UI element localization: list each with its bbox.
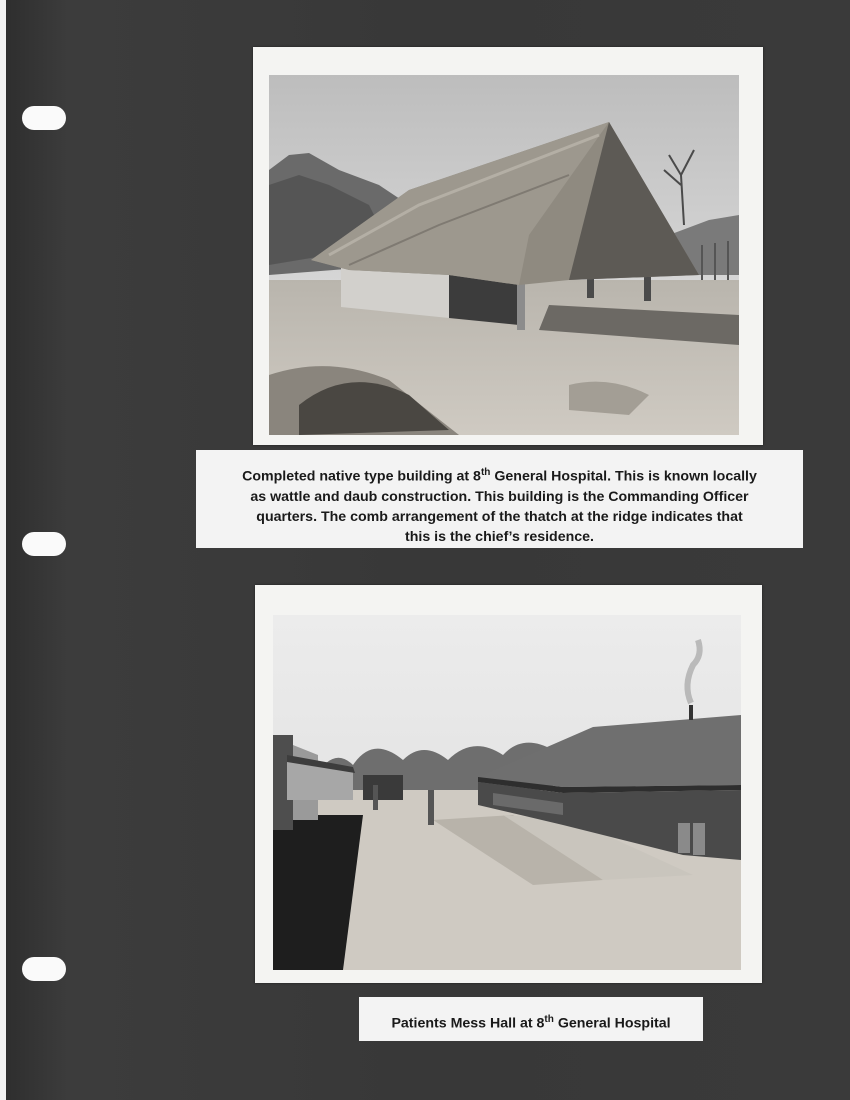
binder-hole-middle: [22, 532, 66, 556]
mess-hall-image: [273, 615, 741, 970]
photo-frame-mess-hall: [255, 585, 762, 983]
photo-thatched-building: [269, 75, 739, 435]
caption-line-1: Completed native type building at 8th General Hospital. This is known locally: [242, 467, 757, 485]
caption-line-1: Patients Mess Hall at 8th General Hospital: [391, 1014, 671, 1032]
caption-mess-hall: [359, 997, 703, 1041]
photo-mess-hall: [273, 615, 741, 970]
binder-hole-bottom: [22, 957, 66, 981]
caption-line-3: quarters. The comb arrangement of the thatch at the ridge indicates that: [256, 508, 743, 525]
caption-thatched-building: [196, 450, 803, 548]
page-edge: [0, 0, 6, 1100]
caption-line-2: as wattle and daub construction. This building is the Commanding Officer: [250, 488, 749, 505]
binder-hole-top: [22, 106, 66, 130]
caption-line-4: this is the chief’s residence.: [405, 528, 594, 545]
thatched-building-image: [269, 75, 739, 435]
photo-frame-thatched-building: [253, 47, 763, 445]
